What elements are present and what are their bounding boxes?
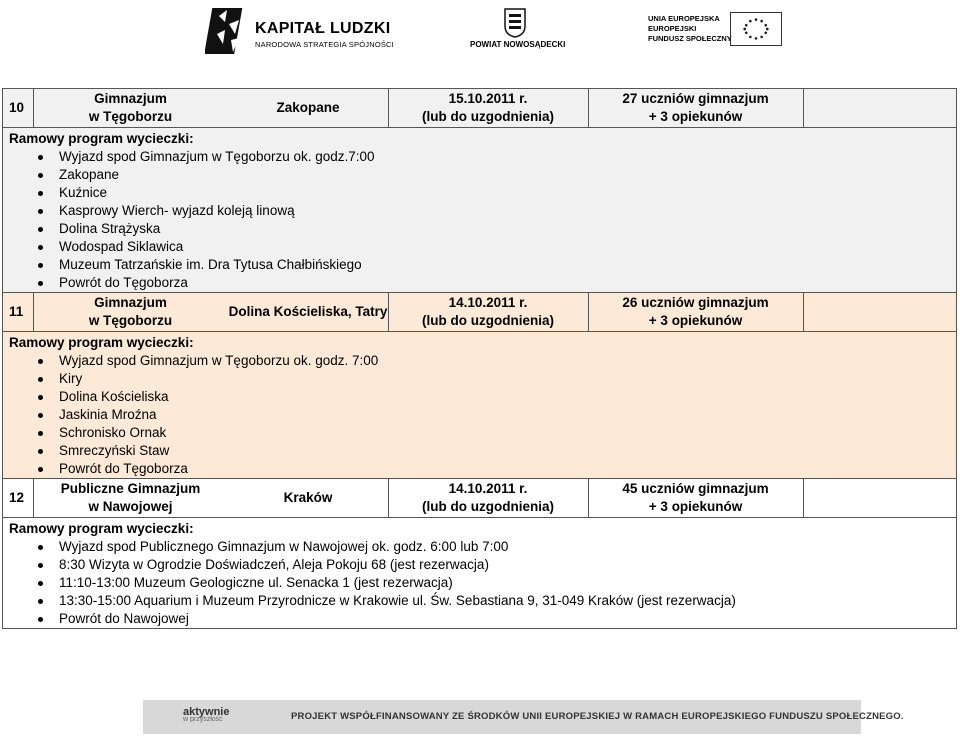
program-list bbox=[9, 538, 956, 628]
list-item: Zakopane bbox=[9, 166, 956, 184]
list-item: Powrót do Tęgoborza bbox=[9, 274, 956, 292]
trip-program bbox=[3, 518, 956, 628]
trip-school bbox=[33, 293, 228, 331]
eu-line-2: EUROPEJSKI bbox=[648, 24, 697, 33]
trip-place: Zakopane bbox=[276, 100, 340, 115]
program-list bbox=[9, 148, 956, 292]
aktywnie-subtext: w przyszłość bbox=[183, 716, 223, 723]
list-item: Dolina Kościeliska bbox=[9, 388, 956, 406]
trip-participants bbox=[588, 479, 803, 517]
trip-participants-count: 45 uczniów gimnazjum bbox=[622, 481, 769, 496]
trip-header-row bbox=[3, 479, 956, 518]
list-item: Schronisko Ornak bbox=[9, 424, 956, 442]
program-title: Ramowy program wycieczki: bbox=[9, 521, 194, 536]
list-item: Dolina Strążyska bbox=[9, 220, 956, 238]
trip-date-note: (lub do uzgodnienia) bbox=[422, 109, 554, 124]
trip-guardians: + 3 opiekunów bbox=[648, 313, 743, 328]
trip-place: Dolina Kościeliska, Tatry bbox=[228, 304, 388, 319]
page-header bbox=[0, 0, 960, 70]
page-footer bbox=[143, 700, 904, 734]
trip-school-text: Gimnazjum w Tęgoborzu bbox=[88, 295, 173, 328]
trip-header-row bbox=[3, 89, 956, 128]
trip-place: Kraków bbox=[283, 490, 333, 505]
list-item: Kiry bbox=[9, 370, 956, 388]
trip-block bbox=[3, 293, 956, 479]
trip-guardians: + 3 opiekunów bbox=[648, 499, 743, 514]
trip-block bbox=[3, 479, 956, 628]
trip-school bbox=[33, 89, 228, 127]
trips-table bbox=[2, 88, 957, 629]
trip-date bbox=[388, 293, 588, 331]
trip-school bbox=[33, 479, 228, 517]
trip-date-value: 14.10.2011 r. bbox=[448, 481, 528, 496]
program-title: Ramowy program wycieczki: bbox=[9, 131, 194, 146]
trip-program bbox=[3, 332, 956, 478]
aktywnie-logo bbox=[183, 706, 229, 723]
powiat-logo bbox=[470, 8, 566, 54]
trip-participants bbox=[588, 293, 803, 331]
trip-guardians: + 3 opiekunów bbox=[648, 109, 743, 124]
kapital-ludzki-title: KAPITAŁ LUDZKI bbox=[255, 20, 391, 37]
trip-date-note: (lub do uzgodnienia) bbox=[422, 313, 554, 328]
trip-participants bbox=[588, 89, 803, 127]
trip-number: 12 bbox=[9, 490, 25, 505]
trip-participants-count: 26 uczniów gimnazjum bbox=[622, 295, 769, 310]
aktywnie-text: aktywnie bbox=[183, 706, 230, 718]
eu-line-3: FUNDUSZ SPOŁECZNY bbox=[648, 34, 732, 43]
trip-date bbox=[388, 89, 588, 127]
trip-school-text: Publiczne Gimnazjum w Nawojowej bbox=[60, 481, 201, 514]
list-item: Powrót do Nawojowej bbox=[9, 610, 956, 628]
list-item: Wodospad Siklawica bbox=[9, 238, 956, 256]
list-item: Wyjazd spod Publicznego Gimnazjum w Nawojowej ok. godz. 6:00 lub 7:00 bbox=[9, 538, 956, 556]
kapital-ludzki-subtitle: NARODOWA STRATEGIA SPÓJNOŚCI bbox=[255, 40, 394, 49]
list-item: 11:10-13:00 Muzeum Geologiczne ul. Senacka 1 (jest rezerwacja) bbox=[9, 574, 956, 592]
trip-date-note: (lub do uzgodnienia) bbox=[422, 499, 554, 514]
list-item: Muzeum Tatrzańskie im. Dra Tytusa Chałbińskiego bbox=[9, 256, 956, 274]
powiat-label: POWIAT NOWOSĄDECKI bbox=[470, 40, 566, 49]
trip-program bbox=[3, 128, 956, 292]
list-item: Kasprowy Wierch- wyjazd koleją linową bbox=[9, 202, 956, 220]
list-item: Wyjazd spod Gimnazjum w Tęgoborzu ok. godz. 7:00 bbox=[9, 352, 956, 370]
program-list bbox=[9, 352, 956, 478]
trip-number: 10 bbox=[9, 100, 25, 115]
list-item: Kuźnice bbox=[9, 184, 956, 202]
trip-number: 11 bbox=[9, 304, 24, 319]
list-item: Powrót do Tęgoborza bbox=[9, 460, 956, 478]
list-item: 8:30 Wizyta w Ogrodzie Doświadczeń, Aleja Pokoju 68 (jest rezerwacja) bbox=[9, 556, 956, 574]
list-item: 13:30-15:00 Aquarium i Muzeum Przyrodnicze w Krakowie ul. Św. Sebastiana 9, 31-049 Kraków (jest rezerwacja) bbox=[9, 592, 956, 610]
trip-block bbox=[3, 89, 956, 293]
footer-text: PROJEKT WSPÓŁFINANSOWANY ZE ŚRODKÓW UNII EUROPEJSKIEJ W RAMACH EUROPEJSKIEGO FUNDUSZU SPOŁECZNEGO. bbox=[291, 711, 904, 722]
list-item: Jaskinia Mroźna bbox=[9, 406, 956, 424]
list-item: Wyjazd spod Gimnazjum w Tęgoborzu ok. godz.7:00 bbox=[9, 148, 956, 166]
trip-school-text: Gimnazjum w Tęgoborzu bbox=[88, 91, 173, 124]
eu-flag-icon bbox=[730, 12, 782, 46]
trip-date-value: 15.10.2011 r. bbox=[448, 91, 528, 106]
list-item: Smreczyński Staw bbox=[9, 442, 956, 460]
kapital-ludzki-logo bbox=[205, 4, 395, 60]
powiat-crest-icon bbox=[504, 8, 526, 38]
eu-line-1: UNIA EUROPEJSKA bbox=[648, 14, 720, 23]
trip-date-value: 14.10.2011 r. bbox=[448, 295, 528, 310]
eu-logo bbox=[648, 12, 788, 48]
program-title: Ramowy program wycieczki: bbox=[9, 335, 194, 350]
trip-header-row bbox=[3, 293, 956, 332]
kapital-ludzki-emblem-icon bbox=[205, 4, 249, 60]
trip-date bbox=[388, 479, 588, 517]
trip-participants-count: 27 uczniów gimnazjum bbox=[622, 91, 769, 106]
eu-text bbox=[648, 14, 732, 44]
